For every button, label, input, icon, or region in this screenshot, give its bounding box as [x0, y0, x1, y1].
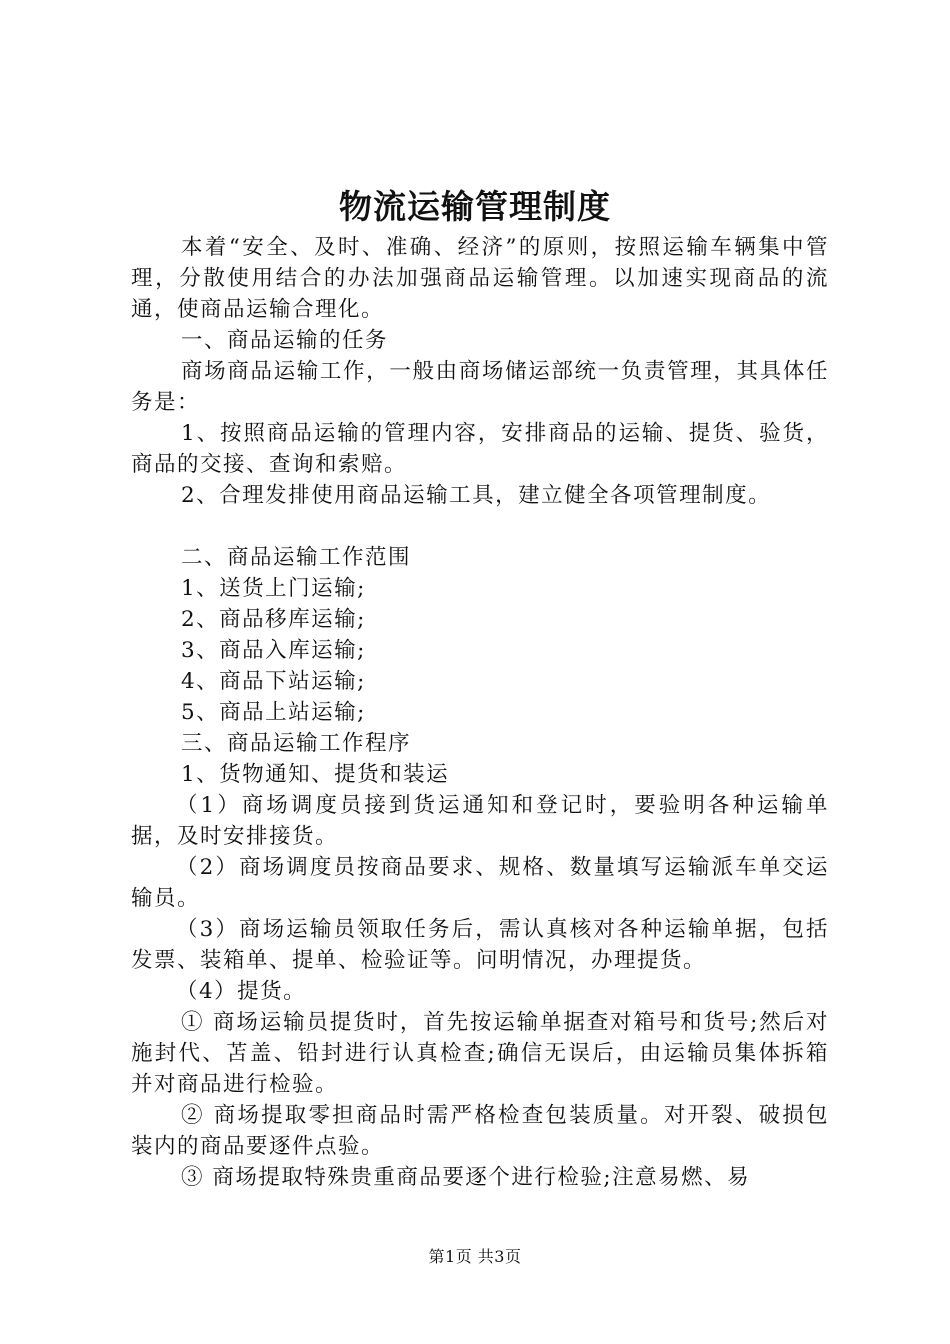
list-item: （1）商场调度员接到货运通知和登记时，要验明各种运输单据，及时安排接货。 [131, 793, 829, 849]
blank-line [131, 511, 829, 542]
list-item: 2、商品移库运输; [181, 607, 366, 632]
document-body [131, 232, 829, 1193]
list-item: ① 商场运输员提货时，首先按运输单据查对箱号和货号;然后对施封代、苫盖、铅封进行认真检查;确信无误后，由运输员集体拆箱并对商品进行检验。 [131, 1010, 829, 1097]
section-heading-3: 三、商品运输工作程序 [181, 731, 412, 756]
paragraph: 商场商品运输工作，一般由商场储运部统一负责管理，其具体任务是： [131, 359, 829, 415]
section-heading-2: 二、商品运输工作范围 [181, 545, 412, 570]
list-item: （3）商场运输员领取任务后，需认真核对各种运输单据，包括发票、装箱单、提单、检验证等。问明情况，办理提货。 [131, 917, 829, 973]
list-item: ② 商场提取零担商品时需严格检查包装质量。对开裂、破损包装内的商品要逐件点验。 [131, 1103, 829, 1159]
list-item: 5、商品上站运输; [181, 700, 366, 725]
paragraph-intro: 本着“安全、及时、准确、经济”的原则，按照运输车辆集中管理，分散使用结合的办法加强商品运输管理。以加速实现商品的流通，使商品运输合理化。 [131, 235, 829, 322]
list-item: （4）提货。 [176, 979, 307, 1004]
section-heading-1: 一、商品运输的任务 [181, 328, 389, 353]
list-item: 1、按照商品运输的管理内容，安排商品的运输、提货、验货，商品的交接、查询和索赔。 [131, 421, 829, 477]
list-item: ③ 商场提取特殊贵重商品要逐个进行检验;注意易燃、易 [181, 1165, 751, 1190]
list-item: （2）商场调度员按商品要求、规格、数量填写运输派车单交运输员。 [131, 855, 829, 911]
subsection-heading: 1、货物通知、提货和装运 [181, 762, 450, 787]
document-title: 物流运输管理制度 [339, 187, 611, 226]
page-footer: 第1页 共3页 [428, 1247, 522, 1266]
list-item: 2、合理发排使用商品运输工具，建立健全各项管理制度。 [181, 483, 772, 508]
list-item: 3、商品入库运输; [181, 638, 366, 663]
list-item: 1、送货上门运输; [181, 576, 366, 601]
list-item: 4、商品下站运输; [181, 669, 366, 694]
